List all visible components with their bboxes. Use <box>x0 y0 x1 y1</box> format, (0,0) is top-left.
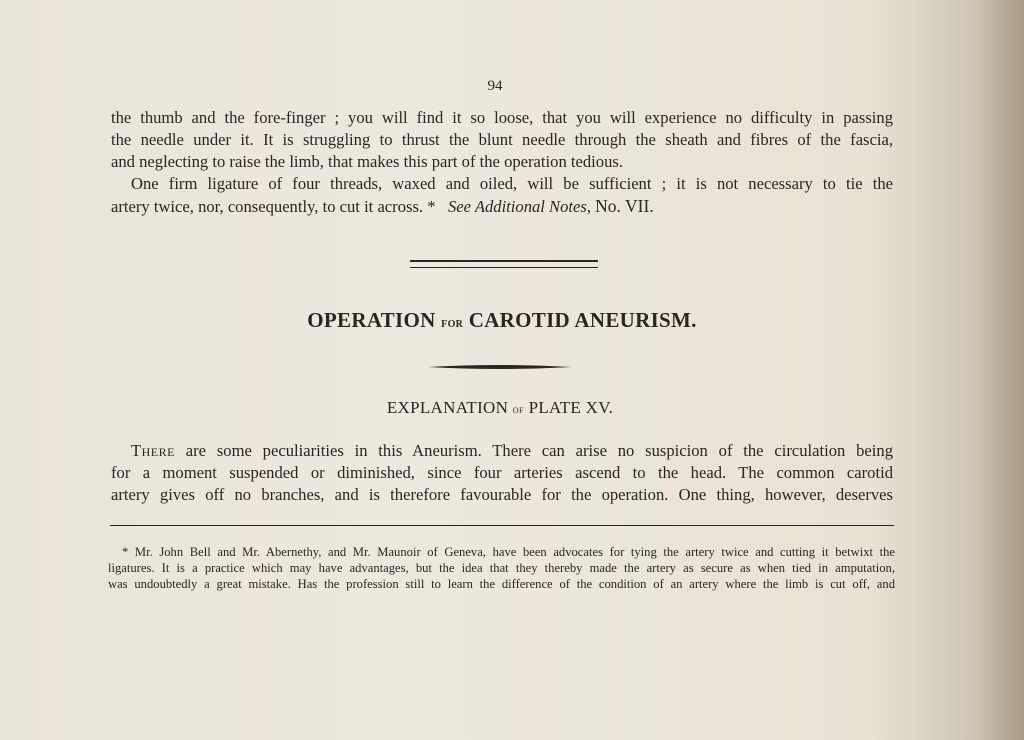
heading-connector: for <box>441 316 464 331</box>
text-line <box>111 440 893 462</box>
lead-word: There <box>131 441 175 460</box>
text-line: the needle under it. It is struggling to thrust the blunt needle through the sheath and fibres of the fascia, <box>111 130 893 149</box>
subheading-part: PLATE XV. <box>528 398 614 417</box>
text-line: the thumb and the fore-finger ; you will find it so loose, that you will experience no difficulty in passing <box>111 108 893 127</box>
heading-part: CAROTID ANEURISM. <box>468 308 697 332</box>
heading-part: OPERATION <box>307 308 436 332</box>
note-reference: See Additional Notes, <box>447 197 592 216</box>
footnote <box>108 544 895 592</box>
footnote-line: * Mr. John Bell and Mr. Abernethy, and Mr. Maunoir of Geneva, have been advocates for tying the artery twice and cutting it betwixt the <box>122 545 895 559</box>
note-number: No. VII. <box>595 196 654 216</box>
text-line: for a moment suspended or diminished, since four arteries ascend to the head. The common carotid <box>111 463 893 482</box>
subheading-part: EXPLANATION <box>386 398 509 417</box>
subheading-connector: of <box>512 402 525 416</box>
page-number: 94 <box>487 78 503 94</box>
text-line: and neglecting to raise the limb, that makes this part of the operation tedious. <box>111 152 623 171</box>
text-line: artery gives off no branches, and is therefore favourable for the operation. One thing, however, deserves <box>111 485 893 504</box>
chapter-heading <box>0 308 1004 333</box>
text-line: One firm ligature of four threads, waxed and oiled, will be sufficient ; it is not necessary to tie the <box>131 174 893 193</box>
footnote-rule <box>110 525 894 526</box>
continuation-paragraph <box>111 107 893 173</box>
double-rule-divider <box>410 260 598 268</box>
text-line <box>111 195 893 218</box>
ligature-paragraph <box>111 173 893 218</box>
swelled-rule-ornament <box>428 364 572 370</box>
footnote-line: was undoubtedly a great mistake. Has the profession still to learn the difference of the condition of an artery where the limb is cut off, and <box>108 577 895 591</box>
footnote-line: ligatures. It is a practice which may have advantages, but the idea that they thereby made the artery as secure as when tied in amputation, <box>108 561 895 575</box>
text-span: artery twice, nor, consequently, to cut it across. * <box>111 197 436 216</box>
text-span: are some peculiarities in this Aneurism. There can arise no suspicion of the circulation being <box>185 441 893 460</box>
section-subheading <box>0 398 1000 418</box>
explanation-paragraph <box>111 440 893 506</box>
